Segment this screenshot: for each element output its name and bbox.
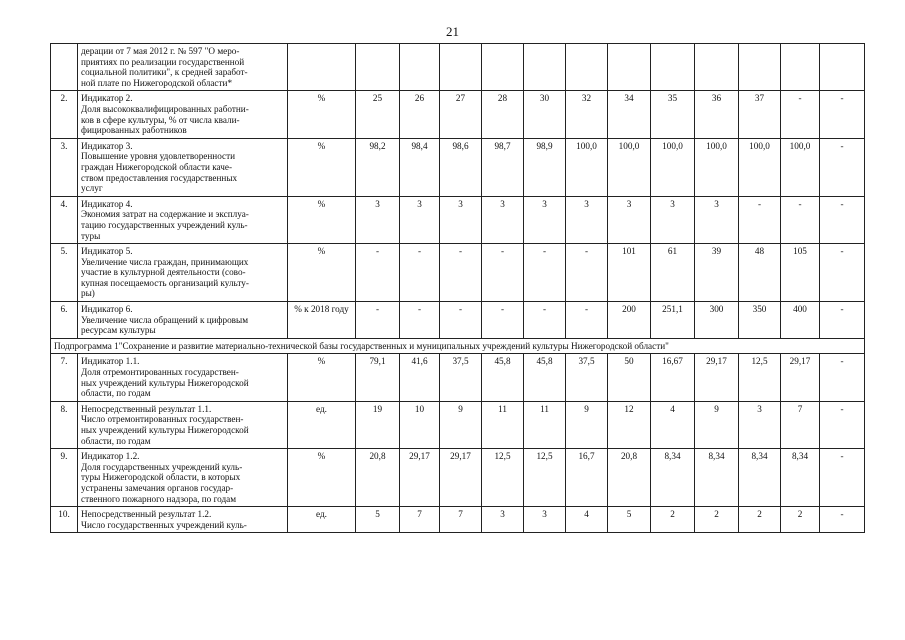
indicator-name bbox=[78, 44, 288, 91]
value-cell: - bbox=[781, 196, 820, 243]
value-cell bbox=[524, 44, 566, 91]
value-cell: 61 bbox=[651, 244, 695, 302]
unit-cell: ед. bbox=[288, 401, 356, 448]
value-cell: 101 bbox=[608, 244, 651, 302]
indicator-name-line: Число отремонтированных государствен- bbox=[81, 414, 244, 425]
value-cell: - bbox=[566, 244, 608, 302]
value-cell: 41,6 bbox=[400, 354, 440, 401]
value-cell bbox=[482, 44, 524, 91]
indicator-name-line: Доля высококвалифицированных работни- bbox=[81, 103, 249, 114]
indicator-name bbox=[78, 449, 288, 507]
value-cell: 7 bbox=[440, 507, 482, 533]
value-cell: 45,8 bbox=[524, 354, 566, 401]
value-cell: 29,17 bbox=[695, 354, 739, 401]
value-cell: 8,34 bbox=[695, 449, 739, 507]
value-cell: 3 bbox=[566, 196, 608, 243]
value-cell: 29,17 bbox=[400, 449, 440, 507]
value-cell: 98,6 bbox=[440, 138, 482, 196]
indicator-name-line: Увеличение числа граждан, принимающих bbox=[81, 256, 249, 267]
value-cell: 37,5 bbox=[440, 354, 482, 401]
value-cell bbox=[820, 44, 865, 91]
value-cell bbox=[356, 44, 400, 91]
indicator-name bbox=[78, 507, 288, 533]
value-cell: 35 bbox=[651, 91, 695, 138]
value-cell: 2 bbox=[651, 507, 695, 533]
indicator-name-line: Доля государственных учреждений куль- bbox=[81, 461, 243, 472]
value-cell: 9 bbox=[695, 401, 739, 448]
value-cell: 100,0 bbox=[608, 138, 651, 196]
value-cell: 3 bbox=[608, 196, 651, 243]
unit-cell: % bbox=[288, 138, 356, 196]
row-number: 9. bbox=[51, 449, 78, 507]
value-cell: 39 bbox=[695, 244, 739, 302]
unit-cell: % bbox=[288, 354, 356, 401]
value-cell: 48 bbox=[739, 244, 781, 302]
value-cell: 3 bbox=[356, 196, 400, 243]
value-cell: 25 bbox=[356, 91, 400, 138]
indicator-name bbox=[78, 302, 288, 339]
value-cell: - bbox=[524, 302, 566, 339]
value-cell: 3 bbox=[524, 196, 566, 243]
indicator-name-line: туры Нижегородской области, в которых bbox=[81, 472, 241, 483]
value-cell: 11 bbox=[524, 401, 566, 448]
indicator-name bbox=[78, 138, 288, 196]
value-cell: - bbox=[356, 302, 400, 339]
indicator-name-line: ресурсам культуры bbox=[81, 325, 156, 336]
value-cell: 20,8 bbox=[608, 449, 651, 507]
table-row bbox=[51, 196, 865, 243]
value-cell: - bbox=[820, 507, 865, 533]
value-cell: 100,0 bbox=[695, 138, 739, 196]
value-cell: 98,2 bbox=[356, 138, 400, 196]
table-row bbox=[51, 354, 865, 401]
value-cell: 4 bbox=[651, 401, 695, 448]
value-cell: - bbox=[440, 244, 482, 302]
row-number: 6. bbox=[51, 302, 78, 339]
value-cell: 400 bbox=[781, 302, 820, 339]
value-cell: - bbox=[820, 302, 865, 339]
indicator-name-line: области, по годам bbox=[81, 388, 151, 399]
value-cell: - bbox=[400, 244, 440, 302]
value-cell: 11 bbox=[482, 401, 524, 448]
value-cell: 5 bbox=[608, 507, 651, 533]
row-number: 3. bbox=[51, 138, 78, 196]
subprogram-label: Подпрограмма 1"Сохранение и развитие материально-технической базы государственных и муниципальных учреждений культуры Нижегородской области" bbox=[51, 338, 865, 354]
value-cell: 3 bbox=[739, 401, 781, 448]
value-cell: 300 bbox=[695, 302, 739, 339]
indicator-name bbox=[78, 91, 288, 138]
indicator-name-line: фицированных работников bbox=[81, 125, 187, 136]
value-cell: 20,8 bbox=[356, 449, 400, 507]
value-cell: 19 bbox=[356, 401, 400, 448]
value-cell bbox=[608, 44, 651, 91]
unit-cell: % к 2018 году bbox=[288, 302, 356, 339]
indicator-name-line: области, по годам bbox=[81, 435, 151, 446]
table-row bbox=[51, 401, 865, 448]
unit-cell: ед. bbox=[288, 507, 356, 533]
value-cell bbox=[440, 44, 482, 91]
indicator-name-line: туры bbox=[81, 230, 101, 241]
value-cell: 12,5 bbox=[739, 354, 781, 401]
subprogram-row bbox=[51, 338, 865, 354]
value-cell: - bbox=[739, 196, 781, 243]
value-cell bbox=[400, 44, 440, 91]
value-cell: 34 bbox=[608, 91, 651, 138]
indicator-name bbox=[78, 244, 288, 302]
indicator-name-line: Индикатор 4. bbox=[81, 198, 133, 209]
row-number bbox=[51, 44, 78, 91]
value-cell bbox=[695, 44, 739, 91]
value-cell: 98,9 bbox=[524, 138, 566, 196]
indicator-name-line: Индикатор 1.2. bbox=[81, 451, 140, 462]
indicator-name-line: устранены замечания органов государ- bbox=[81, 482, 234, 493]
value-cell: 45,8 bbox=[482, 354, 524, 401]
indicator-name-line: Число государственных учреждений куль- bbox=[81, 519, 247, 530]
indicator-name-line: Непосредственный результат 1.2. bbox=[81, 509, 212, 520]
value-cell: 2 bbox=[739, 507, 781, 533]
value-cell: - bbox=[820, 354, 865, 401]
value-cell: 3 bbox=[400, 196, 440, 243]
indicator-name-line: социальной политики", к средней заработ- bbox=[81, 67, 248, 78]
value-cell: - bbox=[820, 138, 865, 196]
indicator-name-line: ной плате по Нижегородской области* bbox=[81, 77, 233, 88]
value-cell: 79,1 bbox=[356, 354, 400, 401]
value-cell: 37 bbox=[739, 91, 781, 138]
indicator-name-line: Непосредственный результат 1.1. bbox=[81, 403, 212, 414]
value-cell: - bbox=[820, 449, 865, 507]
table-row bbox=[51, 91, 865, 138]
value-cell: 3 bbox=[440, 196, 482, 243]
indicator-name-line: граждан Нижегородской области каче- bbox=[81, 161, 233, 172]
value-cell: 3 bbox=[651, 196, 695, 243]
indicator-name-line: ных учреждений культуры Нижегородской bbox=[81, 377, 249, 388]
unit-cell: % bbox=[288, 91, 356, 138]
value-cell: 36 bbox=[695, 91, 739, 138]
value-cell: 4 bbox=[566, 507, 608, 533]
value-cell: 100,0 bbox=[651, 138, 695, 196]
indicator-name-line: Индикатор 5. bbox=[81, 246, 133, 257]
indicator-name-line: Индикатор 1.1. bbox=[81, 356, 140, 367]
value-cell: 37,5 bbox=[566, 354, 608, 401]
value-cell: 28 bbox=[482, 91, 524, 138]
indicator-name-line: ством предоставления государственных bbox=[81, 172, 238, 183]
table-row bbox=[51, 449, 865, 507]
value-cell: 16,67 bbox=[651, 354, 695, 401]
unit-cell: % bbox=[288, 196, 356, 243]
value-cell: 8,34 bbox=[651, 449, 695, 507]
indicator-name-line: услуг bbox=[81, 183, 103, 194]
table-row bbox=[51, 244, 865, 302]
value-cell: 8,34 bbox=[739, 449, 781, 507]
value-cell: - bbox=[356, 244, 400, 302]
value-cell: 2 bbox=[781, 507, 820, 533]
value-cell: 98,7 bbox=[482, 138, 524, 196]
value-cell bbox=[566, 44, 608, 91]
indicator-name bbox=[78, 354, 288, 401]
value-cell: 105 bbox=[781, 244, 820, 302]
table-row bbox=[51, 44, 865, 91]
value-cell: 29,17 bbox=[440, 449, 482, 507]
indicator-name-line: дерации от 7 мая 2012 г. № 597 "О меро- bbox=[81, 46, 240, 56]
indicator-name-line: Экономия затрат на содержание и эксплуа- bbox=[81, 209, 249, 220]
value-cell: 3 bbox=[482, 507, 524, 533]
value-cell: 7 bbox=[781, 401, 820, 448]
row-number: 5. bbox=[51, 244, 78, 302]
indicator-name-line: участие в культурной деятельности (сово- bbox=[81, 267, 246, 278]
value-cell: 12 bbox=[608, 401, 651, 448]
value-cell: 98,4 bbox=[400, 138, 440, 196]
value-cell: 9 bbox=[440, 401, 482, 448]
value-cell: 12,5 bbox=[482, 449, 524, 507]
unit-cell: % bbox=[288, 449, 356, 507]
indicator-name-line: ственного пожарного надзора, по годам bbox=[81, 493, 237, 504]
indicator-name-line: ры) bbox=[81, 288, 95, 299]
value-cell: 30 bbox=[524, 91, 566, 138]
page-number: 21 bbox=[446, 24, 459, 39]
value-cell: - bbox=[482, 302, 524, 339]
indicator-name-line: приятиях по реализации государственной bbox=[81, 56, 245, 67]
value-cell: 32 bbox=[566, 91, 608, 138]
indicator-name-line: Индикатор 6. bbox=[81, 304, 133, 315]
unit-cell: % bbox=[288, 244, 356, 302]
value-cell: 251,1 bbox=[651, 302, 695, 339]
value-cell: 10 bbox=[400, 401, 440, 448]
indicator-name-line: ков в сфере культуры, % от числа квали- bbox=[81, 114, 240, 125]
value-cell: 200 bbox=[608, 302, 651, 339]
value-cell: 27 bbox=[440, 91, 482, 138]
indicator-name-line: Индикатор 3. bbox=[81, 140, 133, 151]
value-cell: 3 bbox=[524, 507, 566, 533]
value-cell: 12,5 bbox=[524, 449, 566, 507]
value-cell: - bbox=[820, 196, 865, 243]
value-cell: - bbox=[781, 91, 820, 138]
indicator-name-line: тацию государственных учреждений куль- bbox=[81, 219, 248, 230]
value-cell bbox=[651, 44, 695, 91]
row-number: 8. bbox=[51, 401, 78, 448]
value-cell: 100,0 bbox=[781, 138, 820, 196]
value-cell: 29,17 bbox=[781, 354, 820, 401]
value-cell: 7 bbox=[400, 507, 440, 533]
value-cell: - bbox=[440, 302, 482, 339]
value-cell: - bbox=[400, 302, 440, 339]
value-cell: 350 bbox=[739, 302, 781, 339]
value-cell bbox=[739, 44, 781, 91]
table-row bbox=[51, 302, 865, 339]
value-cell: 50 bbox=[608, 354, 651, 401]
indicators-table bbox=[50, 43, 865, 533]
value-cell: - bbox=[482, 244, 524, 302]
value-cell: 3 bbox=[695, 196, 739, 243]
value-cell: - bbox=[566, 302, 608, 339]
value-cell: 5 bbox=[356, 507, 400, 533]
value-cell: 100,0 bbox=[566, 138, 608, 196]
indicator-name-line: Индикатор 2. bbox=[81, 93, 133, 104]
unit-cell bbox=[288, 44, 356, 91]
table-row bbox=[51, 507, 865, 533]
row-number: 4. bbox=[51, 196, 78, 243]
value-cell: - bbox=[820, 244, 865, 302]
row-number: 10. bbox=[51, 507, 78, 533]
indicator-name bbox=[78, 401, 288, 448]
value-cell bbox=[781, 44, 820, 91]
row-number: 7. bbox=[51, 354, 78, 401]
indicator-name bbox=[78, 196, 288, 243]
value-cell: - bbox=[820, 91, 865, 138]
indicator-name-line: Доля отремонтированных государствен- bbox=[81, 367, 239, 378]
value-cell: 9 bbox=[566, 401, 608, 448]
value-cell: 16,7 bbox=[566, 449, 608, 507]
row-number: 2. bbox=[51, 91, 78, 138]
indicator-name-line: Увеличение числа обращений к цифровым bbox=[81, 314, 249, 325]
value-cell: 2 bbox=[695, 507, 739, 533]
value-cell: - bbox=[820, 401, 865, 448]
value-cell: 26 bbox=[400, 91, 440, 138]
indicator-name-line: купная посещаемость организаций культу- bbox=[81, 277, 249, 288]
value-cell: 3 bbox=[482, 196, 524, 243]
value-cell: - bbox=[524, 244, 566, 302]
value-cell: 8,34 bbox=[781, 449, 820, 507]
indicator-name-line: ных учреждений культуры Нижегородской bbox=[81, 425, 249, 435]
value-cell: 100,0 bbox=[739, 138, 781, 196]
indicator-name-line: Повышение уровня удовлетворенности bbox=[81, 151, 236, 162]
table-row bbox=[51, 138, 865, 196]
